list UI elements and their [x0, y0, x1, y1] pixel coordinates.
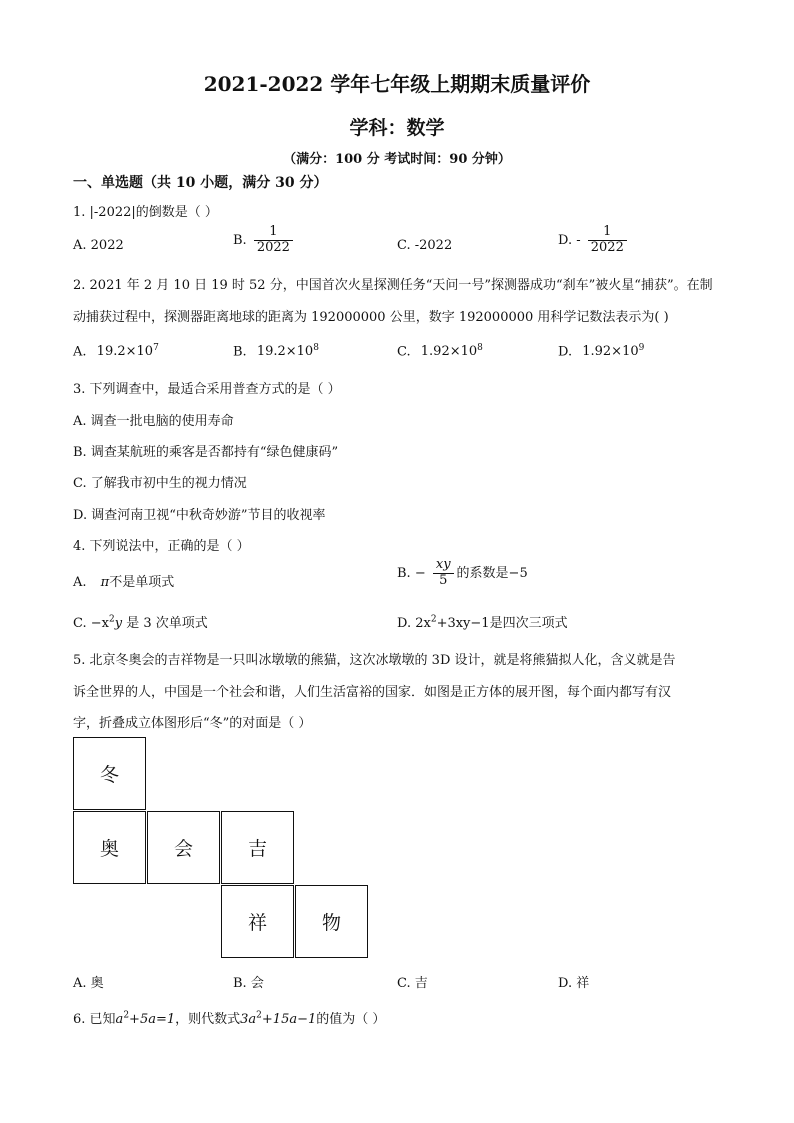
question-6-mid: ，则代数式 — [175, 1012, 241, 1027]
question-2-line-2: 动捕获过程中，探测器距离地球的距离为 192000000 公里，数字 192000000 用科学记数法表示为( ) — [73, 310, 669, 325]
fraction-denominator: 2022 — [590, 239, 624, 255]
fraction — [588, 225, 627, 256]
question-4-option-d — [397, 612, 568, 631]
option-text: 是四次三项式 — [489, 616, 568, 631]
pi-symbol: π — [100, 575, 110, 590]
fraction — [433, 558, 454, 589]
option-value: 1.92×10 — [420, 344, 478, 360]
question-3-option-b: B. 调查某航班的乘客是否都持有“绿色健康码” — [73, 445, 339, 460]
fraction-denominator: 2022 — [256, 239, 290, 255]
exponent: 2 — [256, 1010, 262, 1021]
fraction-numerator: 1 — [588, 225, 627, 241]
fraction-denominator: 5 — [439, 572, 448, 588]
variable: y — [114, 616, 123, 631]
expression: +15a−1 — [261, 1012, 317, 1027]
exponent: 2 — [430, 614, 437, 625]
option-label: A. — [73, 344, 87, 360]
question-5-line-2: 诉全世界的人，中国是一个社会和谐，人们生活富裕的国家．如图是正方体的展开图，每个面内都写有汉 — [73, 685, 672, 700]
question-3-option-d: D. 调查河南卫视“中秋奇妙游”节目的收视率 — [73, 508, 326, 523]
option-value: 1.92×10 — [582, 344, 639, 360]
question-1-option-a: A. 2022 — [73, 238, 124, 253]
fraction-numerator: xy — [433, 558, 454, 574]
question-3-option-c: C. 了解我市初中生的视力情况 — [73, 476, 247, 491]
exam-title: 2021-2022 学年七年级上期期末质量评价 — [203, 72, 591, 96]
question-5-option-d: D. 祥 — [558, 976, 590, 991]
net-cell-hui: 会 — [147, 811, 220, 884]
option-text: 的系数是−5 — [456, 565, 528, 581]
question-4-option-c — [73, 612, 208, 631]
question-4-option-b — [397, 558, 528, 589]
question-1-option-c: C. -2022 — [397, 238, 453, 253]
question-6-prefix: 6. 已知 — [73, 1012, 116, 1027]
exponent: 9 — [638, 343, 645, 353]
net-cell-ji: 吉 — [221, 811, 294, 884]
expression: 3a — [240, 1012, 257, 1027]
net-cell-ao: 奥 — [73, 811, 146, 884]
exponent: 8 — [477, 343, 483, 353]
option-value: 19.2×10 — [256, 344, 314, 360]
variable: a — [115, 1012, 124, 1027]
option-b-label: B. — [233, 232, 247, 248]
fraction — [254, 225, 293, 256]
exponent: 7 — [153, 343, 159, 353]
question-2-option-d — [558, 343, 644, 359]
fraction-numerator: 1 — [254, 225, 293, 241]
question-5-option-a: A. 奥 — [73, 976, 104, 991]
expression: +5a=1 — [129, 1012, 176, 1027]
exponent: 8 — [313, 343, 319, 353]
question-5-line-1: 5. 北京冬奥会的吉祥物是一只叫冰墩墩的熊猫，这次冰墩墩的 3D 设计，就是将熊猫拟人化，含义就是告 — [73, 653, 676, 668]
exponent: 2 — [108, 614, 115, 625]
exam-subject: 学科：数学 — [349, 117, 445, 139]
option-label: D. 2x — [397, 616, 431, 631]
cube-net-diagram — [73, 737, 369, 959]
net-cell-dong: 冬 — [73, 737, 146, 810]
question-6-suffix: 的值为（ ） — [316, 1012, 386, 1027]
question-2-line-1: 2. 2021 年 2 月 10 日 19 时 52 分，中国首次火星探测任务“天问一号”探测器成功“刹车”被火星“捕获”。在制 — [73, 278, 713, 293]
net-cell-wu: 物 — [295, 885, 368, 958]
question-1-option-d — [558, 225, 630, 256]
option-d-label: D. - — [558, 232, 581, 248]
option-label: A. — [73, 575, 87, 590]
option-label: C. — [397, 344, 411, 360]
question-3-stem: 3. 下列调查中，最适合采用普查方式的是（ ） — [73, 382, 341, 397]
exam-info: （满分：100 分 考试时间：90 分钟） — [283, 152, 511, 167]
question-5-option-b: B. 会 — [233, 976, 264, 991]
exponent: 2 — [123, 1010, 130, 1021]
question-2-option-a — [73, 343, 159, 359]
question-5-option-c: C. 吉 — [397, 976, 428, 991]
net-cell-xiang: 祥 — [221, 885, 294, 958]
option-label: C. −x — [73, 616, 109, 631]
question-1-stem: 1. |-2022|的倒数是（ ） — [73, 205, 218, 220]
option-label: D. — [558, 344, 573, 360]
option-text: 不是单项式 — [109, 575, 175, 590]
option-label: B. − — [397, 565, 426, 581]
option-label: B. — [233, 344, 247, 360]
question-6-stem — [73, 1008, 385, 1027]
question-5-line-3: 字，折叠成立体图形后“冬”的对面是（ ） — [73, 716, 312, 731]
expression: +3xy−1 — [436, 616, 490, 631]
question-4-stem: 4. 下列说法中，正确的是（ ） — [73, 539, 250, 554]
option-value: 19.2×10 — [96, 344, 154, 360]
question-2-option-c — [397, 343, 483, 359]
question-1-option-b — [233, 225, 296, 256]
question-4-option-a — [73, 571, 174, 590]
section-heading: 一、单选题（共 10 小题，满分 30 分） — [73, 175, 328, 191]
option-text: 是 3 次单项式 — [122, 616, 208, 631]
question-2-option-b — [233, 343, 319, 359]
question-3-option-a: A. 调查一批电脑的使用寿命 — [73, 414, 234, 429]
